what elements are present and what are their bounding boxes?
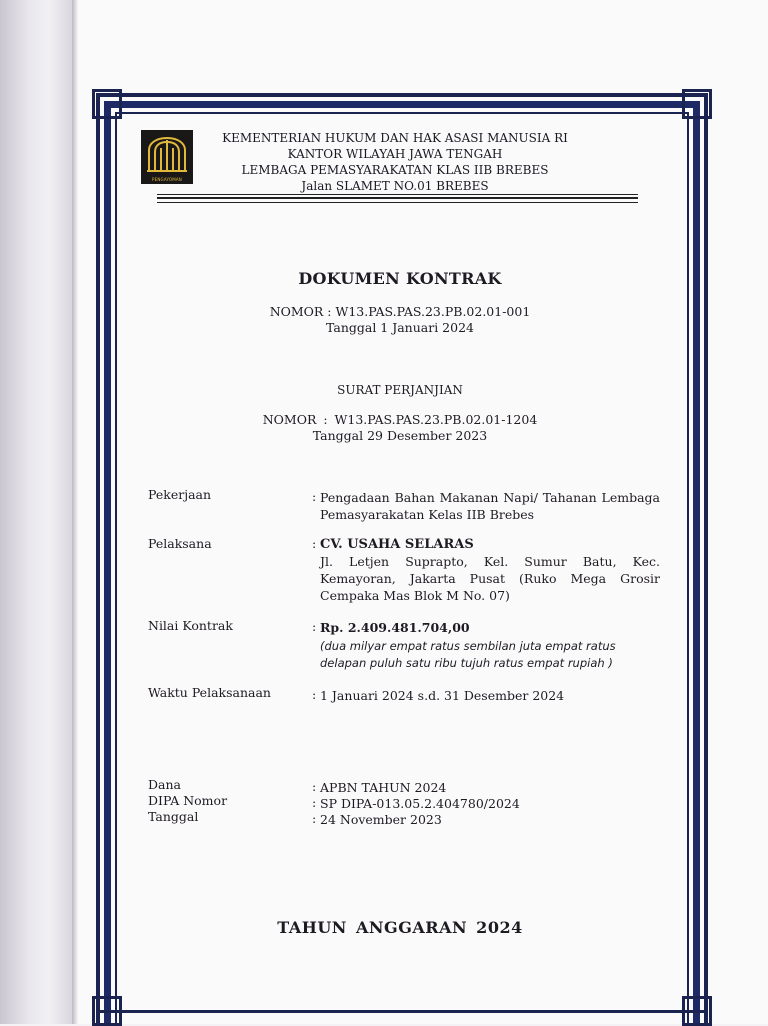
frame-corner-bottom-right [682,996,712,1026]
field-label-pelaksana: Pelaksana [148,536,212,551]
agreement-number: NOMOR : W13.PAS.PAS.23.PB.02.01-1204 [262,412,538,427]
colon: : [312,619,317,634]
field-label-dipa: DIPA Nomor [148,793,228,808]
regional-office: KANTOR WILAYAH JAWA TENGAH [287,147,503,161]
frame-bottom [96,1010,708,1024]
document-title: DOKUMEN KONTRAK [298,269,502,288]
field-label-tanggal: Tanggal [148,809,199,824]
institution-name: LEMBAGA PEMASYARAKATAN KLAS IIB BREBES [241,163,549,177]
binder-edge [0,0,82,1024]
agreement-title: SURAT PERJANJIAN [337,383,463,397]
contractor-name: CV. USAHA SELARAS [320,537,474,552]
colon: : [312,489,317,504]
contract-amount: Rp. 2.409.481.704,00 [320,620,470,635]
document-number: NOMOR : W13.PAS.PAS.23.PB.02.01-001 [269,304,531,319]
field-label-nilai-kontrak: Nilai Kontrak [148,618,233,633]
document-date: Tanggal 1 Januari 2024 [326,320,474,335]
banyan-tree-icon [141,130,193,184]
header-rule-thin-top [157,194,638,195]
field-value-tanggal: 24 November 2023 [320,812,442,827]
logo-caption: PENGAYOMAN [151,177,182,182]
frame-corner-top-right [682,89,712,119]
field-value-dipa: SP DIPA-013.05.2.404780/2024 [320,796,520,811]
field-value-waktu: 1 Januari 2024 s.d. 31 Desember 2024 [320,688,565,703]
field-label-waktu: Waktu Pelaksanaan [148,685,271,700]
field-label-dana: Dana [148,777,181,792]
pengayoman-logo [141,130,193,184]
institution-address: Jalan SLAMET NO.01 BREBES [301,179,489,193]
header-rule-thin-bottom [157,202,638,203]
colon: : [312,811,317,826]
agreement-date: Tanggal 29 Desember 2023 [312,428,488,443]
frame-corner-bottom-left [92,996,122,1026]
letterhead [190,130,600,194]
frame-corner-top-left [92,89,122,119]
field-label-pekerjaan: Pekerjaan [148,487,212,502]
colon: : [312,779,317,794]
fiscal-year-title: TAHUN ANGGARAN 2024 [277,918,523,937]
header-rule-thick [157,197,638,199]
field-value-dana: APBN TAHUN 2024 [320,780,447,795]
field-value-pekerjaan: Pengadaan Bahan Makanan Napi/ Tahanan Lembaga Pemasyarakatan Kelas IIB Brebes [320,490,660,522]
colon: : [312,536,317,551]
colon: : [312,795,317,810]
contractor-address: Jl. Letjen Suprapto, Kel. Sumur Batu, Kec. Kemayoran, Jakarta Pusat (Ruko Mega Grosir Cempaka Mas Blok M No. 07) [320,554,660,603]
colon: : [312,687,317,702]
ministry-name: KEMENTERIAN HUKUM DAN HAK ASASI MANUSIA RI [222,131,568,145]
contract-amount-words: (dua milyar empat ratus sembilan juta empat ratus delapan puluh satu ribu tujuh ratus empat rupiah ) [320,639,616,670]
